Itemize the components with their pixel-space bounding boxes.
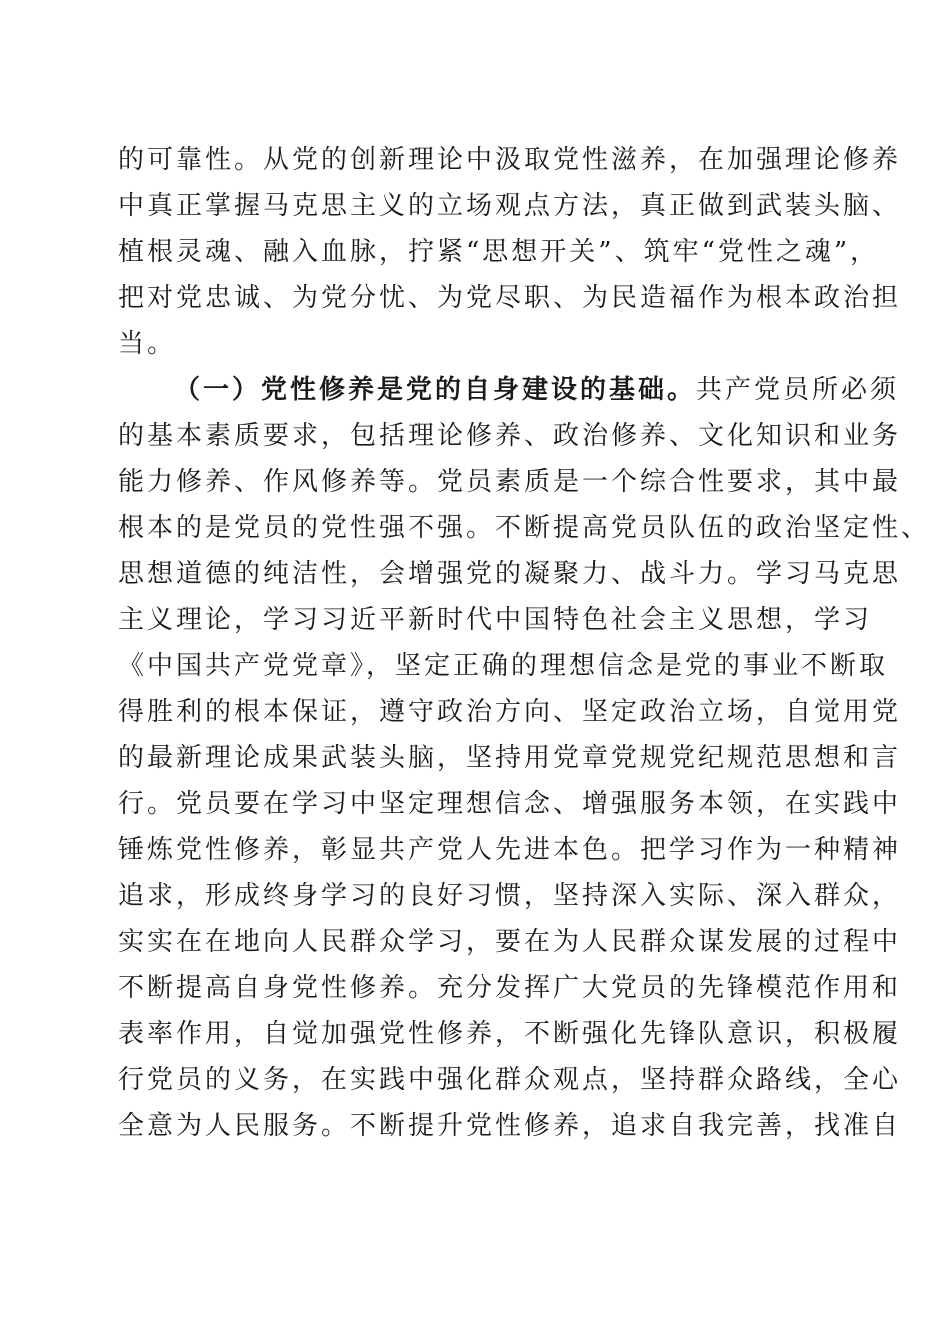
paragraph-2-line: 能力修养、作风修养等。党员素质是一个综合性要求，其中最 [118,467,902,497]
paragraph-2-line: 表率作用，自觉加强党性修养，不断强化先锋队意识，积极履 [118,1019,902,1049]
paragraph-2-line: 行。党员要在学习中坚定理想信念、增强服务本领，在实践中 [118,789,902,819]
paragraph-2-line: 思想道德的纯洁性，会增强党的凝聚力、战斗力。学习马克思 [118,559,902,589]
paragraph-2-line: 《中国共产党党章》，坚定正确的理想信念是党的事业不断取 [118,651,889,681]
paragraph-2-line: 锤炼党性修养，彰显共产党人先进本色。把学习作为一种精神 [118,835,902,865]
paragraph-2-line: 根本的是党员的党性强不强。不断提高党员队伍的政治坚定性、 [118,513,931,543]
paragraph-1-line-5: 当。 [118,329,177,359]
paragraph-2-line: 行党员的义务，在实践中强化群众观点，坚持群众路线，全心 [118,1065,902,1095]
paragraph-2-line: 不断提高自身党性修养。充分发挥广大党员的先锋模范作用和 [118,973,902,1003]
paragraph-2-first-line [118,367,900,413]
document-body [118,137,931,1149]
paragraph-2-line: 追求，形成终身学习的良好习惯，坚持深入实际、深入群众， [118,881,902,911]
paragraph-2-line: 实实在在地向人民群众学习，要在为人民群众谋发展的过程中 [118,927,902,957]
paragraph-2-line: 得胜利的根本保证，遵守政治方向、坚定政治立场，自觉用党 [118,697,902,727]
paragraph-2-line: 的最新理论成果武装头脑，坚持用党章党规党纪规范思想和言 [118,743,902,773]
paragraph-1-line-3: 植根灵魂、融入血脉，拧紧“思想开关”、筑牢“党性之魂”， [118,237,880,267]
paragraph-1-line-4: 把对党忠诚、为党分忧、为党尽职、为民造福作为根本政治担 [118,283,902,313]
paragraph-2-line: 的基本素质要求，包括理论修养、政治修养、文化知识和业务 [118,421,902,451]
paragraph-2-first-line-rest: 共产党员所必须 [696,375,900,405]
paragraph-2-line: 全意为人民服务。不断提升党性修养，追求自我完善，找准自 [118,1111,902,1141]
section-heading: （一）党性修养是党的自身建设的基础。 [174,375,697,405]
paragraph-2-line: 主义理论，学习习近平新时代中国特色社会主义思想，学习 [118,605,873,635]
paragraph-1-line-1: 的可靠性。从党的创新理论中汲取党性滋养，在加强理论修养 [118,145,902,175]
paragraph-1-line-2: 中真正掌握马克思主义的立场观点方法，真正做到武装头脑、 [118,191,902,221]
